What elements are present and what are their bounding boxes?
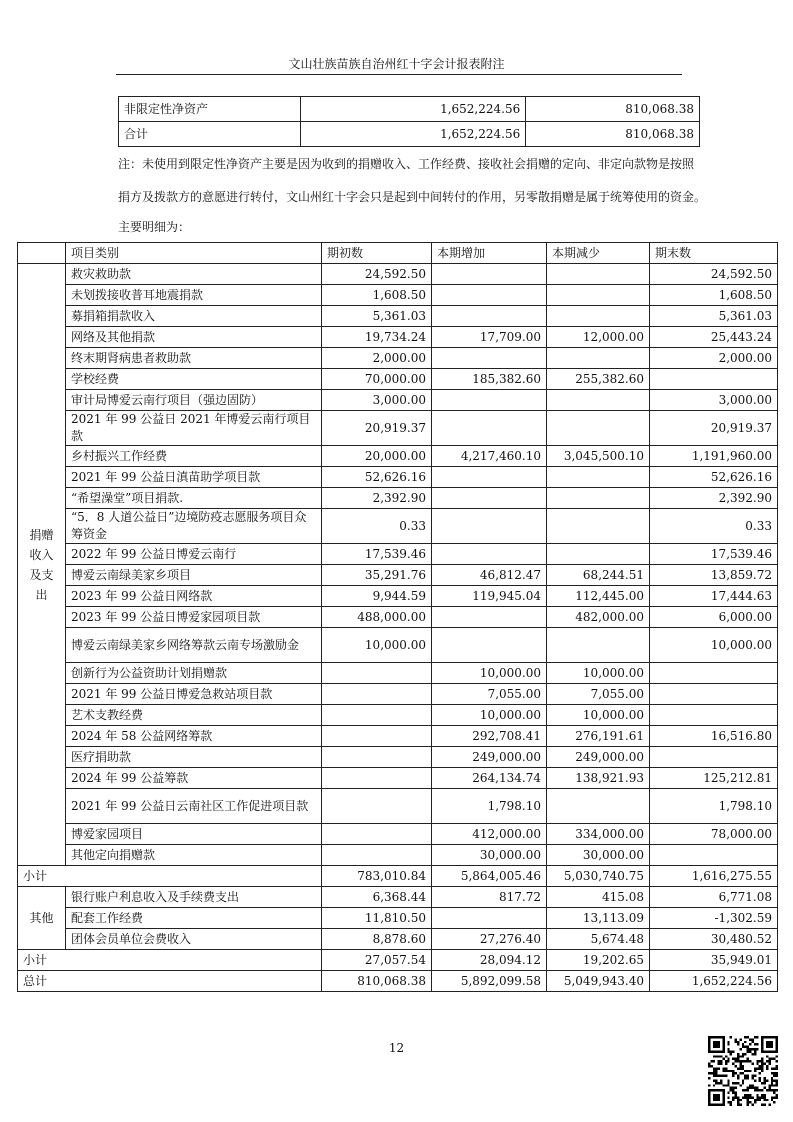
item-name: 团体会员单位会费收入 [66, 929, 322, 950]
begin-value: 20,919.37 [322, 411, 432, 446]
header-increase: 本期增加 [432, 243, 547, 264]
note-line-2: 捐方及拨款方的意愿进行转付，文山州红十字会只是起到中间转付的作用，另零散捐赠是属于统筹使用的资金。 [118, 190, 707, 204]
increase-value [432, 607, 547, 628]
begin-value: 2,392.90 [322, 488, 432, 509]
decrease-value [547, 411, 650, 446]
decrease-value: 334,000.00 [547, 824, 650, 845]
end-value: 125,212.81 [650, 768, 778, 789]
begin-value [322, 705, 432, 726]
increase-value: 27,276.40 [432, 929, 547, 950]
decrease-value: 5,030,740.75 [547, 866, 650, 887]
item-name: 博爱云南绿美家乡网络筹款云南专场激励金 [66, 628, 322, 663]
table-row [18, 327, 778, 348]
begin-value: 20,000.00 [322, 446, 432, 467]
item-name: 乡村振兴工作经费 [66, 446, 322, 467]
decrease-value: 68,244.51 [547, 565, 650, 586]
table-row [18, 908, 778, 929]
table-row [18, 607, 778, 628]
item-name: 艺术支教经费 [66, 705, 322, 726]
table-row [18, 628, 778, 663]
header-end: 期末数 [650, 243, 778, 264]
end-value: 17,444.63 [650, 586, 778, 607]
begin-value: 1,652,224.56 [300, 97, 526, 122]
increase-value [432, 509, 547, 544]
increase-value: 412,000.00 [432, 824, 547, 845]
item-name: 2023 年 99 公益日网络款 [66, 586, 322, 607]
end-value: 1,798.10 [650, 789, 778, 824]
group-label-other: 其他 [18, 887, 66, 950]
table-row [18, 488, 778, 509]
increase-value: 30,000.00 [432, 845, 547, 866]
increase-value: 292,708.41 [432, 726, 547, 747]
increase-value: 817.72 [432, 887, 547, 908]
increase-value [432, 285, 547, 306]
item-name: 救灾救助款 [66, 264, 322, 285]
begin-value: 11,810.50 [322, 908, 432, 929]
begin-value: 3,000.00 [322, 390, 432, 411]
begin-value: 10,000.00 [322, 628, 432, 663]
header-row [18, 243, 778, 264]
increase-value [432, 467, 547, 488]
end-value: 3,000.00 [650, 390, 778, 411]
item-name: 2021 年 99 公益日云南社区工作促进项目款 [66, 789, 322, 824]
increase-value: 1,798.10 [432, 789, 547, 824]
decrease-value: 10,000.00 [547, 663, 650, 684]
decrease-value: 12,000.00 [547, 327, 650, 348]
row-label: 非限定性净资产 [119, 97, 301, 122]
begin-value [322, 768, 432, 789]
table-row [18, 411, 778, 446]
summary-label: 总计 [18, 971, 322, 992]
item-name: 配套工作经费 [66, 908, 322, 929]
begin-value [322, 726, 432, 747]
table-row [18, 348, 778, 369]
decrease-value [547, 789, 650, 824]
report-header-title: 文山壮族苗族自治州红十字会计报表附注 [288, 57, 505, 71]
begin-value: 1,608.50 [322, 285, 432, 306]
begin-value: 8,878.60 [322, 929, 432, 950]
total-row [18, 971, 778, 992]
end-value: 20,919.37 [650, 411, 778, 446]
begin-value: 24,592.50 [322, 264, 432, 285]
decrease-value: 112,445.00 [547, 586, 650, 607]
begin-value: 783,010.84 [322, 866, 432, 887]
end-value: -1,302.59 [650, 908, 778, 929]
header-divider [116, 74, 682, 75]
end-value: 0.33 [650, 509, 778, 544]
begin-value: 35,291.76 [322, 565, 432, 586]
end-value: 13,859.72 [650, 565, 778, 586]
table-row [18, 390, 778, 411]
increase-value: 17,709.00 [432, 327, 547, 348]
end-value: 10,000.00 [650, 628, 778, 663]
begin-value: 0.33 [322, 509, 432, 544]
begin-value: 1,652,224.56 [300, 122, 526, 147]
decrease-value [547, 348, 650, 369]
increase-value [432, 544, 547, 565]
decrease-value: 255,382.60 [547, 369, 650, 390]
increase-value [432, 348, 547, 369]
increase-value: 264,134.74 [432, 768, 547, 789]
begin-value: 19,734.24 [322, 327, 432, 348]
summary-label: 小计 [18, 866, 322, 887]
decrease-value: 5,674.48 [547, 929, 650, 950]
header-decrease: 本期减少 [547, 243, 650, 264]
decrease-value [547, 390, 650, 411]
begin-value [322, 789, 432, 824]
table-row [18, 509, 778, 544]
decrease-value: 138,921.93 [547, 768, 650, 789]
item-name: 募捐箱捐款收入 [66, 306, 322, 327]
decrease-value: 249,000.00 [547, 747, 650, 768]
end-value: 1,608.50 [650, 285, 778, 306]
increase-value: 28,094.12 [432, 950, 547, 971]
increase-value: 46,812.47 [432, 565, 547, 586]
begin-value [322, 663, 432, 684]
decrease-value: 13,113.09 [547, 908, 650, 929]
page-number: 12 [388, 1041, 405, 1055]
item-name: 医疗捐助款 [66, 747, 322, 768]
increase-value: 119,945.04 [432, 586, 547, 607]
header-category [18, 243, 66, 264]
table-row [18, 285, 778, 306]
decrease-value: 276,191.61 [547, 726, 650, 747]
table-row [18, 306, 778, 327]
decrease-value: 3,045,500.10 [547, 446, 650, 467]
end-value: 1,652,224.56 [650, 971, 778, 992]
end-value: 2,000.00 [650, 348, 778, 369]
item-name: 审计局博爱云南行项目（强边固防） [66, 390, 322, 411]
item-name: 银行账户利息收入及手续费支出 [66, 887, 322, 908]
begin-value [322, 747, 432, 768]
end-value [650, 369, 778, 390]
item-name: 博爱云南绿美家乡项目 [66, 565, 322, 586]
end-value: 78,000.00 [650, 824, 778, 845]
begin-value: 70,000.00 [322, 369, 432, 390]
item-name: “希望澡堂”项目捐款. [66, 488, 322, 509]
begin-value: 27,057.54 [322, 950, 432, 971]
end-value: 810,068.38 [526, 97, 700, 122]
decrease-value: 482,000.00 [547, 607, 650, 628]
item-name: 2023 年 99 公益日博爱家园项目款 [66, 607, 322, 628]
table-row [18, 467, 778, 488]
decrease-value [547, 628, 650, 663]
begin-value: 52,626.16 [322, 467, 432, 488]
decrease-value [547, 488, 650, 509]
table-row [18, 663, 778, 684]
header-item: 项目类别 [66, 243, 322, 264]
begin-value: 17,539.46 [322, 544, 432, 565]
begin-value [322, 845, 432, 866]
end-value: 6,771.08 [650, 887, 778, 908]
detail-table [17, 242, 778, 992]
qr-code-icon [708, 1036, 778, 1106]
table-row [18, 747, 778, 768]
increase-value [432, 390, 547, 411]
item-name: 未划拨接收普耳地震捐款 [66, 285, 322, 306]
summary-label: 小计 [18, 950, 322, 971]
group-label-donations: 捐赠收入及支出 [18, 264, 66, 866]
end-value: 810,068.38 [526, 122, 700, 147]
table-row [18, 565, 778, 586]
decrease-value: 10,000.00 [547, 705, 650, 726]
end-value: 1,191,960.00 [650, 446, 778, 467]
item-name: 终末期肾病患者救助款 [66, 348, 322, 369]
subtotal-row [18, 950, 778, 971]
table-row [18, 824, 778, 845]
row-label: 合计 [119, 122, 301, 147]
table-row [18, 789, 778, 824]
end-value: 16,516.80 [650, 726, 778, 747]
increase-value: 5,892,099.58 [432, 971, 547, 992]
increase-value [432, 488, 547, 509]
begin-value: 9,944.59 [322, 586, 432, 607]
increase-value: 10,000.00 [432, 705, 547, 726]
item-name: 2021 年 99 公益日滇苗助学项目款 [66, 467, 322, 488]
end-value: 25,443.24 [650, 327, 778, 348]
decrease-value: 19,202.65 [547, 950, 650, 971]
end-value [650, 845, 778, 866]
increase-value [432, 628, 547, 663]
end-value [650, 684, 778, 705]
end-value: 30,480.52 [650, 929, 778, 950]
end-value: 6,000.00 [650, 607, 778, 628]
table-row [18, 264, 778, 285]
table-row [18, 726, 778, 747]
decrease-value: 30,000.00 [547, 845, 650, 866]
increase-value: 249,000.00 [432, 747, 547, 768]
item-name: 学校经费 [66, 369, 322, 390]
end-value: 35,949.01 [650, 950, 778, 971]
end-value [650, 705, 778, 726]
table-row [18, 446, 778, 467]
end-value: 52,626.16 [650, 467, 778, 488]
table-row [18, 929, 778, 950]
table-row [18, 845, 778, 866]
table-row [18, 768, 778, 789]
end-value [650, 747, 778, 768]
end-value: 1,616,275.55 [650, 866, 778, 887]
end-value: 5,361.03 [650, 306, 778, 327]
decrease-value [547, 285, 650, 306]
increase-value [432, 908, 547, 929]
begin-value [322, 684, 432, 705]
increase-value [432, 411, 547, 446]
subtotal-row [18, 866, 778, 887]
increase-value [432, 264, 547, 285]
increase-value: 7,055.00 [432, 684, 547, 705]
table-row [18, 887, 778, 908]
increase-value: 10,000.00 [432, 663, 547, 684]
table-row [18, 586, 778, 607]
increase-value: 185,382.60 [432, 369, 547, 390]
item-name: 其他定向捐赠款 [66, 845, 322, 866]
end-value: 17,539.46 [650, 544, 778, 565]
increase-value: 5,864,005.46 [432, 866, 547, 887]
decrease-value [547, 306, 650, 327]
end-value: 24,592.50 [650, 264, 778, 285]
begin-value: 5,361.03 [322, 306, 432, 327]
decrease-value [547, 467, 650, 488]
note-line-1: 注：未使用到限定性净资产主要是因为收到的捐赠收入、工作经费、接收社会捐赠的定向、非定向款物是按照 [118, 157, 695, 171]
item-name: 博爱家园项目 [66, 824, 322, 845]
decrease-value [547, 264, 650, 285]
decrease-value: 5,049,943.40 [547, 971, 650, 992]
table-row [18, 544, 778, 565]
decrease-value: 415.08 [547, 887, 650, 908]
item-name: 创新行为公益资助计划捐赠款 [66, 663, 322, 684]
decrease-value [547, 544, 650, 565]
item-name: 2024 年 58 公益网络筹款 [66, 726, 322, 747]
net-assets-summary-table [118, 96, 700, 147]
item-name: 2022 年 99 公益日博爱云南行 [66, 544, 322, 565]
increase-value [432, 306, 547, 327]
table-row [18, 684, 778, 705]
table-row [18, 369, 778, 390]
begin-value: 6,368.44 [322, 887, 432, 908]
end-value: 2,392.90 [650, 488, 778, 509]
begin-value: 488,000.00 [322, 607, 432, 628]
item-name: 2024 年 99 公益筹款 [66, 768, 322, 789]
item-name: 2021 年 99 公益日博爱急救站项目款 [66, 684, 322, 705]
begin-value: 2,000.00 [322, 348, 432, 369]
item-name: 网络及其他捐款 [66, 327, 322, 348]
decrease-value: 7,055.00 [547, 684, 650, 705]
begin-value: 810,068.38 [322, 971, 432, 992]
increase-value: 4,217,460.10 [432, 446, 547, 467]
table-row [119, 97, 700, 122]
table-row [119, 122, 700, 147]
begin-value [322, 824, 432, 845]
header-begin: 期初数 [322, 243, 432, 264]
item-name: “5．8 人道公益日”边境防疫志愿服务项目众筹资金 [66, 509, 322, 544]
decrease-value [547, 509, 650, 544]
end-value [650, 663, 778, 684]
detail-heading: 主要明细为： [118, 220, 191, 234]
table-row [18, 705, 778, 726]
item-name: 2021 年 99 公益日 2021 年博爱云南行项目款 [66, 411, 322, 446]
